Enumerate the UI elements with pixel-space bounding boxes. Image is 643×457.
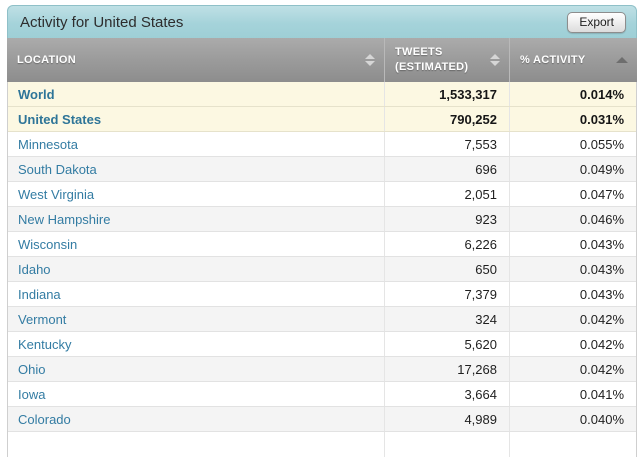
tweets-cell: 5,620 — [384, 332, 509, 356]
activity-cell: 0.047% — [509, 182, 636, 206]
location-cell[interactable]: Kentucky — [18, 336, 72, 352]
tweets-cell: 790,252 — [384, 107, 509, 131]
tweets-cell: 6,226 — [384, 232, 509, 256]
location-cell[interactable]: Vermont — [18, 311, 67, 327]
tweets-cell: 17,268 — [384, 357, 509, 381]
location-cell[interactable]: New Hampshire — [18, 211, 111, 227]
location-cell[interactable]: West Virginia — [18, 186, 95, 202]
table-row — [8, 332, 636, 357]
activity-cell: 0.043% — [509, 257, 636, 281]
activity-cell: 0.046% — [509, 207, 636, 231]
activity-cell: 0.042% — [509, 357, 636, 381]
table-body — [7, 82, 637, 457]
location-cell[interactable]: Colorado — [18, 411, 71, 427]
activity-panel — [7, 5, 637, 457]
tweets-cell: 1,533,317 — [384, 82, 509, 106]
table-row — [8, 282, 636, 307]
tweets-cell: 324 — [384, 307, 509, 331]
column-header-location-label: LOCATION — [17, 54, 77, 66]
tweets-cell: 7,553 — [384, 132, 509, 156]
activity-cell: 0.031% — [509, 107, 636, 131]
column-header-tweets-label: TWEETS (ESTIMATED) — [395, 46, 469, 73]
sort-updown-icon[interactable] — [365, 54, 375, 66]
location-cell[interactable]: Ohio — [18, 361, 46, 377]
table-row — [8, 82, 636, 107]
titlebar — [7, 5, 637, 38]
activity-cell: 0.041% — [509, 382, 636, 406]
location-cell[interactable]: Minnesota — [18, 136, 78, 152]
tweets-cell: 4,989 — [384, 407, 509, 431]
table-row — [8, 382, 636, 407]
table-header-row — [7, 38, 637, 82]
tweets-cell: 2,051 — [384, 182, 509, 206]
tweets-cell: 923 — [384, 207, 509, 231]
table-row — [8, 107, 636, 132]
location-cell[interactable]: Wisconsin — [18, 236, 78, 252]
table-row — [8, 157, 636, 182]
location-cell[interactable]: World — [18, 86, 55, 102]
activity-cell: 0.055% — [509, 132, 636, 156]
table-row — [8, 357, 636, 382]
tweets-cell: 650 — [384, 257, 509, 281]
table-row — [8, 232, 636, 257]
tweets-cell: 7,379 — [384, 282, 509, 306]
table-row — [8, 407, 636, 432]
column-header-activity-label: % ACTIVITY — [520, 54, 586, 66]
column-header-tweets[interactable] — [384, 38, 509, 82]
location-cell[interactable]: Iowa — [18, 386, 46, 402]
location-cell[interactable]: United States — [18, 111, 102, 127]
sort-updown-icon[interactable] — [490, 54, 500, 66]
export-button[interactable]: Export — [567, 12, 626, 33]
activity-cell: 0.014% — [509, 82, 636, 106]
location-cell[interactable]: South Dakota — [18, 161, 97, 177]
table-row — [8, 132, 636, 157]
table-row — [8, 257, 636, 282]
table-row — [8, 307, 636, 332]
location-cell[interactable]: Idaho — [18, 261, 51, 277]
table-row — [8, 207, 636, 232]
activity-cell: 0.043% — [509, 282, 636, 306]
activity-cell: 0.040% — [509, 407, 636, 431]
sort-asc-icon[interactable] — [616, 57, 628, 63]
tweets-cell: 3,664 — [384, 382, 509, 406]
activity-cell: 0.043% — [509, 232, 636, 256]
activity-cell: 0.042% — [509, 332, 636, 356]
activity-cell: 0.049% — [509, 157, 636, 181]
activity-cell: 0.042% — [509, 307, 636, 331]
location-cell[interactable]: Indiana — [18, 286, 61, 302]
column-header-activity[interactable] — [509, 38, 637, 82]
column-header-location[interactable] — [7, 38, 384, 82]
tweets-cell: 696 — [384, 157, 509, 181]
table-row — [8, 182, 636, 207]
page-title: Activity for United States — [20, 13, 184, 31]
